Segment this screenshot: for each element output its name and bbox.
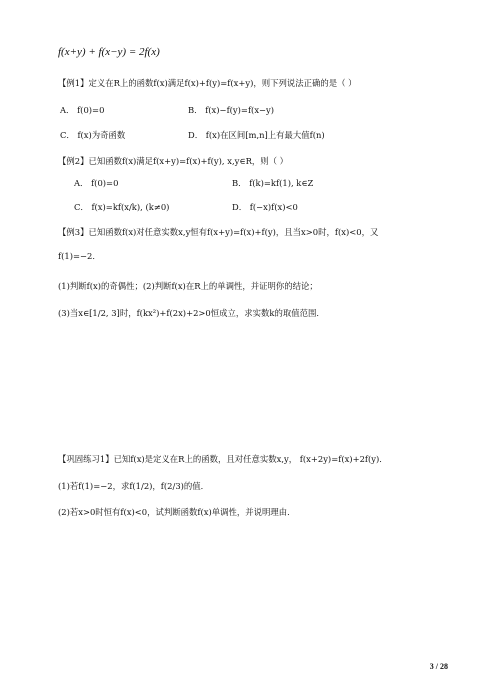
example1-option-a: A． f(0)=0 bbox=[60, 105, 105, 115]
example2-option-d: D． f(−x)f(x)<0 bbox=[232, 202, 298, 212]
example3-stem-line2: f(1)=−2． bbox=[58, 251, 101, 261]
formula-top: f(x+y) + f(x−y) = 2f(x) bbox=[58, 46, 160, 58]
practice1-stem: 【巩固练习1】已知f(x)是定义在R上的函数，且对任意实数x,y， f(x+2y)=f(x)+2f(y)． bbox=[58, 454, 388, 464]
example2-stem: 【例2】已知函数f(x)满足f(x+y)=f(x)+f(y), x,y∈R，则（ ） bbox=[58, 156, 289, 166]
example2-option-a: A． f(0)=0 bbox=[74, 178, 119, 188]
example1-option-d: D． f(x)在区间[m,n]上有最大值f(n) bbox=[188, 130, 325, 140]
example3-question-1-2: (1)判断f(x)的奇偶性；(2)判断f(x)在R上的单调性，并证明你的结论； bbox=[58, 281, 318, 291]
example1-stem: 【例1】定义在R上的函数f(x)满足f(x)+f(y)=f(x+y)，则下列说法正确的是（ ） bbox=[58, 78, 357, 88]
example2-option-c: C． f(x)=kf(x/k), (k≠0) bbox=[74, 202, 170, 212]
example1-option-c: C． f(x)为奇函数 bbox=[60, 130, 126, 140]
example1-option-b: B． f(x)−f(y)=f(x−y) bbox=[188, 105, 275, 115]
example2-option-b: B． f(k)=kf(1), k∈Z bbox=[232, 178, 314, 188]
example3-question-3: (3)当x∈[1/2, 3]时，f(kx²)+f(2x)+2>0恒成立，求实数k的取值范围． bbox=[58, 308, 325, 318]
practice1-question-1: (1)若f(1)=−2，求f(1/2)，f(2/3)的值． bbox=[58, 481, 210, 491]
practice1-question-2: (2)若x>0时恒有f(x)<0，试判断函数f(x)单调性，并说明理由． bbox=[58, 507, 296, 517]
page-number: 3 / 28 bbox=[429, 662, 448, 671]
example3-stem-line1: 【例3】已知函数f(x)对任意实数x,y恒有f(x+y)=f(x)+f(y)，且当x>0时，f(x)<0，又 bbox=[58, 227, 379, 237]
